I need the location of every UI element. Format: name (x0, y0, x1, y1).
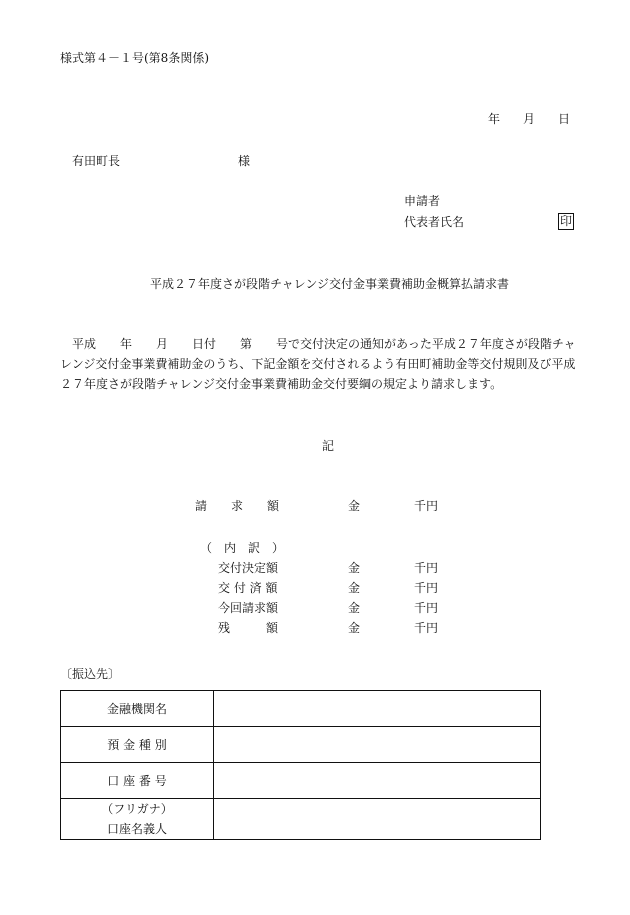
seal-mark (558, 213, 574, 230)
breakdown-heading: （ 内 訳 ） (200, 541, 285, 555)
bank-name-field[interactable] (214, 691, 541, 727)
ki-marker: 記 (322, 439, 335, 453)
body-line-3: ２７年度さが段階チャレンジ交付金事業費補助金交付要綱の規定より請求します。 (60, 377, 503, 391)
breakdown-unit: 千円 (414, 561, 439, 575)
deposit-type-label: 預 金 種 別 (61, 727, 214, 763)
seal-text: 印 (560, 214, 573, 228)
table-row (61, 727, 541, 763)
breakdown-unit: 千円 (414, 601, 439, 615)
body-line-2: レンジ交付金事業費補助金のうち、下記金額を交付されるよう有田町補助金等交付規則及び平成 (60, 357, 576, 371)
table-row (61, 799, 541, 840)
breakdown-kin: 金 (348, 581, 361, 595)
breakdown-kin: 金 (348, 621, 361, 635)
form-number: 様式第４－１号(第8条関係) (60, 51, 209, 65)
document-title: 平成２７年度さが段階チャレンジ交付金事業費補助金概算払請求書 (150, 277, 510, 291)
bank-name-label: 金融機関名 (61, 691, 214, 727)
table-row (61, 691, 541, 727)
breakdown-unit: 千円 (414, 621, 439, 635)
applicant-label: 申請者 (404, 194, 441, 208)
request-amount-label: 請 求 額 (195, 499, 280, 513)
breakdown-label: 残 額 (218, 621, 279, 635)
account-holder-field[interactable] (214, 799, 541, 840)
date-day: 日 (558, 112, 571, 126)
breakdown-unit: 千円 (414, 581, 439, 595)
account-number-label: 口 座 番 号 (61, 763, 214, 799)
deposit-type-field[interactable] (214, 727, 541, 763)
body-paragraph (60, 334, 585, 394)
date-year: 年 (488, 112, 501, 126)
date-month: 月 (523, 112, 536, 126)
breakdown-label: 交付決定額 (218, 561, 279, 575)
furigana-label: （フリガナ） (101, 802, 173, 816)
bank-account-table (60, 690, 541, 840)
request-amount-kin: 金 (348, 499, 361, 513)
body-line-1: 平成 年 月 日付 第 号で交付決定の通知があった平成２７年度さが段階チャ (72, 337, 576, 351)
request-amount-unit: 千円 (414, 499, 439, 513)
addressee-honorific: 様 (238, 154, 251, 168)
account-holder-label-cell (61, 799, 214, 840)
breakdown-label: 交 付 済 額 (218, 581, 278, 595)
account-holder-label: 口座名義人 (106, 822, 167, 836)
account-number-field[interactable] (214, 763, 541, 799)
breakdown-label: 今回請求額 (218, 601, 279, 615)
representative-label: 代表者氏名 (404, 215, 465, 229)
breakdown-kin: 金 (348, 561, 361, 575)
addressee-name: 有田町長 (72, 154, 121, 168)
transfer-heading: 〔振込先〕 (60, 667, 121, 681)
breakdown-kin: 金 (348, 601, 361, 615)
table-row (61, 763, 541, 799)
